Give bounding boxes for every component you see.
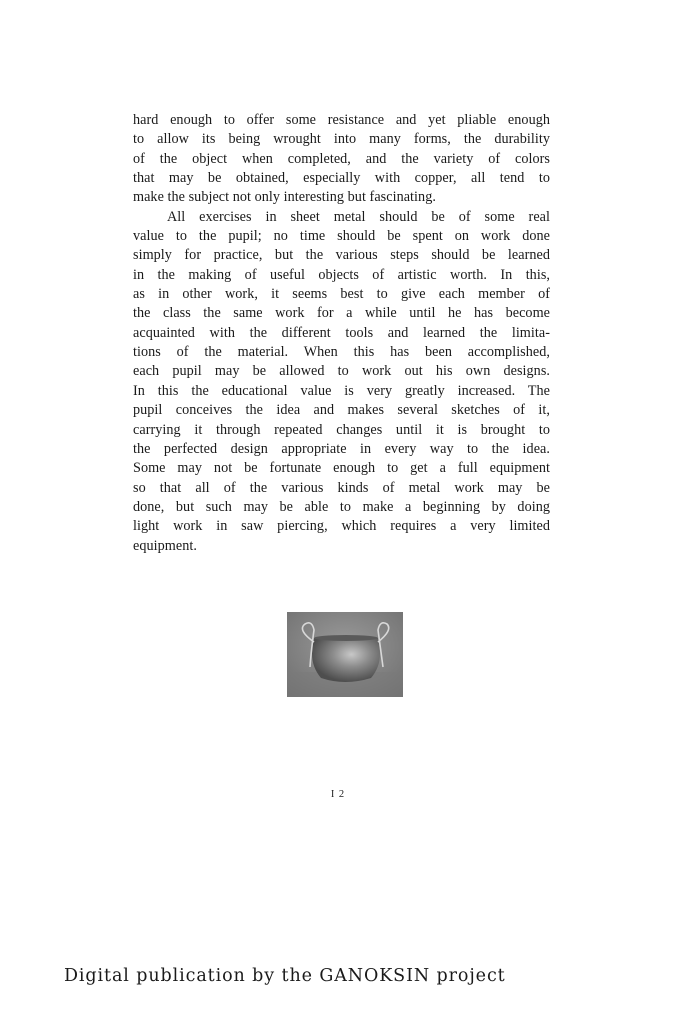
text-line: to allow its being wrought into many forms, the durability: [133, 131, 550, 148]
text-line: each pupil may be allowed to work out his own designs.: [133, 363, 550, 380]
page-number: I 2: [330, 789, 346, 800]
text-line: make the subject not only interesting but fascinating.: [133, 189, 436, 206]
text-line: so that all of the various kinds of metal work may be: [133, 479, 550, 496]
text-line: in the making of useful objects of artistic worth. In this,: [133, 266, 550, 283]
text-line: carrying it through repeated changes until it is brought to: [133, 421, 550, 438]
text-line: simply for practice, but the various steps should be learned: [133, 247, 550, 264]
copper-bowl-photo: [287, 612, 403, 697]
text-line: that may be obtained, especially with copper, all tend to: [133, 170, 550, 187]
text-line: the class the same work for a while until he has become: [133, 305, 550, 322]
text-line: hard enough to offer some resistance and yet pliable enough: [133, 112, 550, 128]
text-line: done, but such may be able to make a beginning by doing: [133, 498, 550, 515]
text-line: tions of the material. When this has been accomplished,: [133, 344, 550, 361]
footer-credit: Digital publication by the GANOKSIN project: [64, 966, 506, 986]
text-line: Some may not be fortunate enough to get a full equipment: [133, 460, 550, 477]
text-line: of the object when completed, and the variety of colors: [133, 150, 550, 167]
text-line: light work in saw piercing, which requires a very limited: [133, 518, 550, 535]
text-line: the perfected design appropriate in every way to the idea.: [133, 440, 550, 457]
text-line: equipment.: [133, 537, 197, 554]
text-line: acquainted with the different tools and learned the limita-: [133, 324, 550, 341]
text-line: In this the educational value is very greatly increased. The: [133, 382, 550, 399]
body-text: [133, 111, 550, 556]
text-line: All exercises in sheet metal should be of some real: [167, 208, 550, 225]
text-line: as in other work, it seems best to give each member of: [133, 286, 550, 303]
text-line: value to the pupil; no time should be spent on work done: [133, 228, 550, 245]
text-line: pupil conceives the idea and makes several sketches of it,: [133, 402, 550, 419]
